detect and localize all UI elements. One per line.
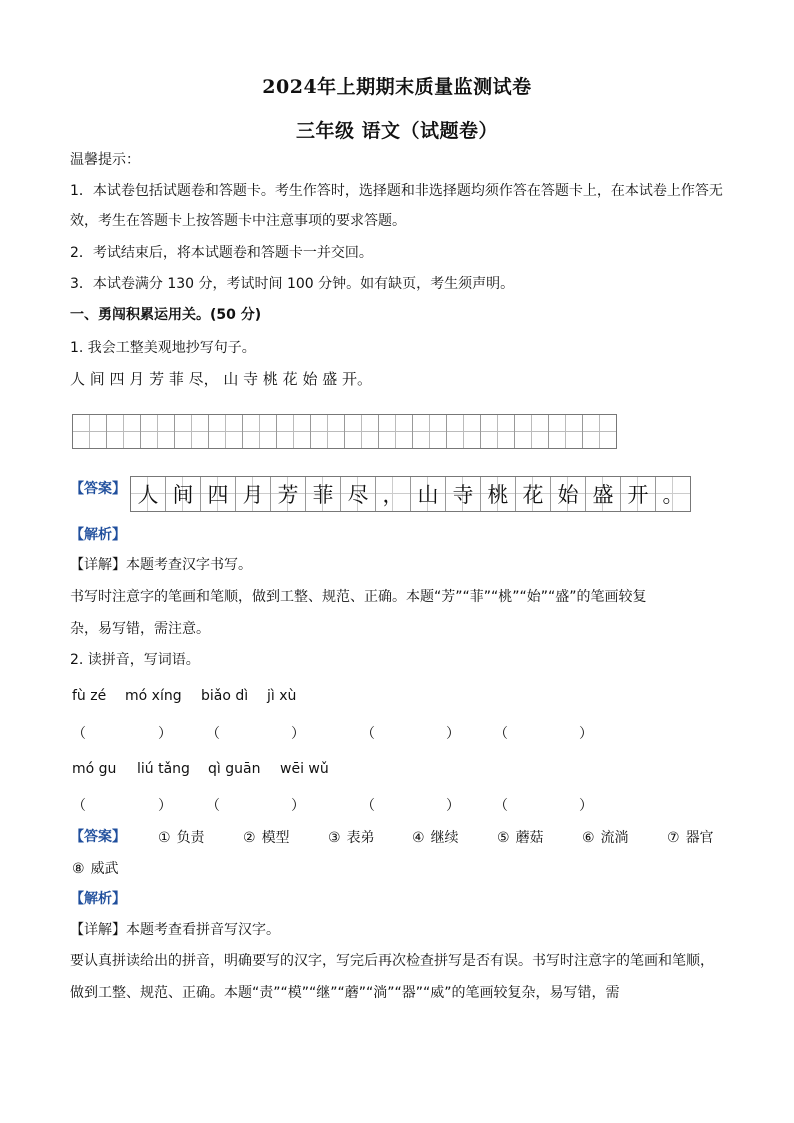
answer-char: 菲 bbox=[306, 477, 341, 511]
grid-cell[interactable] bbox=[243, 415, 277, 448]
blank-close: ） bbox=[579, 798, 593, 814]
section-1-heading: 一、勇闯积累运用关。(50 分) bbox=[70, 307, 262, 323]
answer-item: ⑧ 威武 bbox=[72, 861, 119, 877]
answer-char: 四 bbox=[201, 477, 236, 511]
q1-writing-grid[interactable] bbox=[72, 414, 617, 449]
grid-cell[interactable] bbox=[141, 415, 175, 448]
answer-char: 月 bbox=[236, 477, 271, 511]
blank-open: （ bbox=[206, 798, 220, 814]
answer-char: 尽 bbox=[341, 477, 376, 511]
answer-item: ⑥ 流淌 bbox=[582, 830, 629, 846]
q1-explain-a: 书写时注意字的笔画和笔顺，做到工整、规范、正确。本题“芳”“菲”“桃”“始”“盛”的笔画较复 bbox=[70, 589, 647, 605]
blank-open: （ bbox=[494, 798, 508, 814]
answer-char: 开 bbox=[621, 477, 656, 511]
blank-open: （ bbox=[72, 798, 86, 814]
blank-close: ） bbox=[579, 726, 593, 742]
pinyin-8: wēi wǔ bbox=[280, 761, 329, 777]
blank-open: （ bbox=[206, 726, 220, 742]
answer-item: ⑤ 蘑菇 bbox=[497, 830, 544, 846]
grid-cell[interactable] bbox=[345, 415, 379, 448]
answer-item: ⑦ 器官 bbox=[667, 830, 714, 846]
q2-detail: 【详解】本题考查看拼音写汉字。 bbox=[70, 922, 280, 938]
blank-open: （ bbox=[361, 798, 375, 814]
grid-cell[interactable] bbox=[481, 415, 515, 448]
answer-char: 寺 bbox=[446, 477, 481, 511]
pinyin-4: jì xù bbox=[267, 688, 297, 704]
blank-close: ） bbox=[158, 798, 172, 814]
answer-char: ， bbox=[376, 477, 411, 511]
page-subtitle: 三年级 语文（试题卷） bbox=[295, 120, 499, 142]
q2-explain-a: 要认真拼读给出的拼音，明确要写的汉字，写完后再次检查拼写是否有误。书写时注意字的笔画和笔顺， bbox=[70, 953, 714, 969]
answer-char: 芳 bbox=[271, 477, 306, 511]
answer-char: 始 bbox=[551, 477, 586, 511]
grid-cell[interactable] bbox=[413, 415, 447, 448]
q1-answer-label: 【答案】 bbox=[70, 481, 126, 497]
pinyin-3: biǎo dì bbox=[201, 688, 249, 704]
pinyin-6: liú tǎng bbox=[137, 761, 190, 777]
answer-item: ④ 继续 bbox=[412, 830, 459, 846]
blank-close: ） bbox=[291, 798, 305, 814]
grid-cell[interactable] bbox=[549, 415, 583, 448]
pinyin-2: mó xíng bbox=[125, 688, 182, 704]
page-title: 2024年上期期末质量监测试卷 bbox=[262, 76, 532, 98]
pinyin-7: qì guān bbox=[208, 761, 261, 777]
notice-item-3: 3．本试卷满分 130 分，考试时间 100 分钟。如有缺页，考生须声明。 bbox=[70, 276, 515, 292]
answer-char: 桃 bbox=[481, 477, 516, 511]
answer-char: 间 bbox=[166, 477, 201, 511]
answer-char: 盛 bbox=[586, 477, 621, 511]
notice-item-1b: 效，考生在答题卡上按答题卡中注意事项的要求答题。 bbox=[70, 213, 406, 229]
notice-item-1a: 1．本试卷包括试题卷和答题卡。考生作答时，选择题和非选择题均须作答在答题卡上，在本试卷上作答无 bbox=[70, 183, 723, 199]
q1-analysis-label: 【解析】 bbox=[70, 527, 126, 543]
grid-cell[interactable] bbox=[209, 415, 243, 448]
blank-close: ） bbox=[446, 726, 460, 742]
answer-item: ① 负责 bbox=[158, 830, 205, 846]
q2-prompt: 2. 读拼音，写词语。 bbox=[70, 652, 200, 668]
q2-analysis-label: 【解析】 bbox=[70, 891, 126, 907]
answer-item: ② 模型 bbox=[243, 830, 290, 846]
blank-open: （ bbox=[72, 726, 86, 742]
blank-open: （ bbox=[494, 726, 508, 742]
notice-heading: 温馨提示： bbox=[70, 152, 140, 168]
q2-explain-b: 做到工整、规范、正确。本题“责”“模”“继”“蘑”“淌”“器”“威”的笔画较复杂，易写错，需 bbox=[70, 985, 620, 1001]
answer-char: 花 bbox=[516, 477, 551, 511]
q1-answer-grid bbox=[130, 476, 691, 512]
grid-cell[interactable] bbox=[175, 415, 209, 448]
answer-char: 人 bbox=[131, 477, 166, 511]
grid-cell[interactable] bbox=[447, 415, 481, 448]
grid-cell[interactable] bbox=[583, 415, 616, 448]
answer-item: ③ 表弟 bbox=[328, 830, 375, 846]
q1-sentence: 人 间 四 月 芳 菲 尽， 山 寺 桃 花 始 盛 开。 bbox=[70, 370, 372, 388]
blank-open: （ bbox=[361, 726, 375, 742]
pinyin-5: mó gu bbox=[72, 761, 117, 777]
blank-close: ） bbox=[446, 798, 460, 814]
q1-detail: 【详解】本题考查汉字书写。 bbox=[70, 557, 252, 573]
grid-cell[interactable] bbox=[277, 415, 311, 448]
q1-prompt: 1. 我会工整美观地抄写句子。 bbox=[70, 340, 256, 356]
pinyin-1: fù zé bbox=[72, 688, 107, 704]
grid-cell[interactable] bbox=[311, 415, 345, 448]
notice-item-2: 2．考试结束后，将本试题卷和答题卡一并交回。 bbox=[70, 245, 373, 261]
grid-cell[interactable] bbox=[379, 415, 413, 448]
grid-cell[interactable] bbox=[107, 415, 141, 448]
grid-cell[interactable] bbox=[73, 415, 107, 448]
q2-answer-label: 【答案】 bbox=[70, 829, 126, 845]
answer-char: 山 bbox=[411, 477, 446, 511]
answer-char: 。 bbox=[656, 477, 690, 511]
blank-close: ） bbox=[158, 726, 172, 742]
grid-cell[interactable] bbox=[515, 415, 549, 448]
blank-close: ） bbox=[291, 726, 305, 742]
q1-explain-b: 杂，易写错，需注意。 bbox=[70, 621, 210, 637]
